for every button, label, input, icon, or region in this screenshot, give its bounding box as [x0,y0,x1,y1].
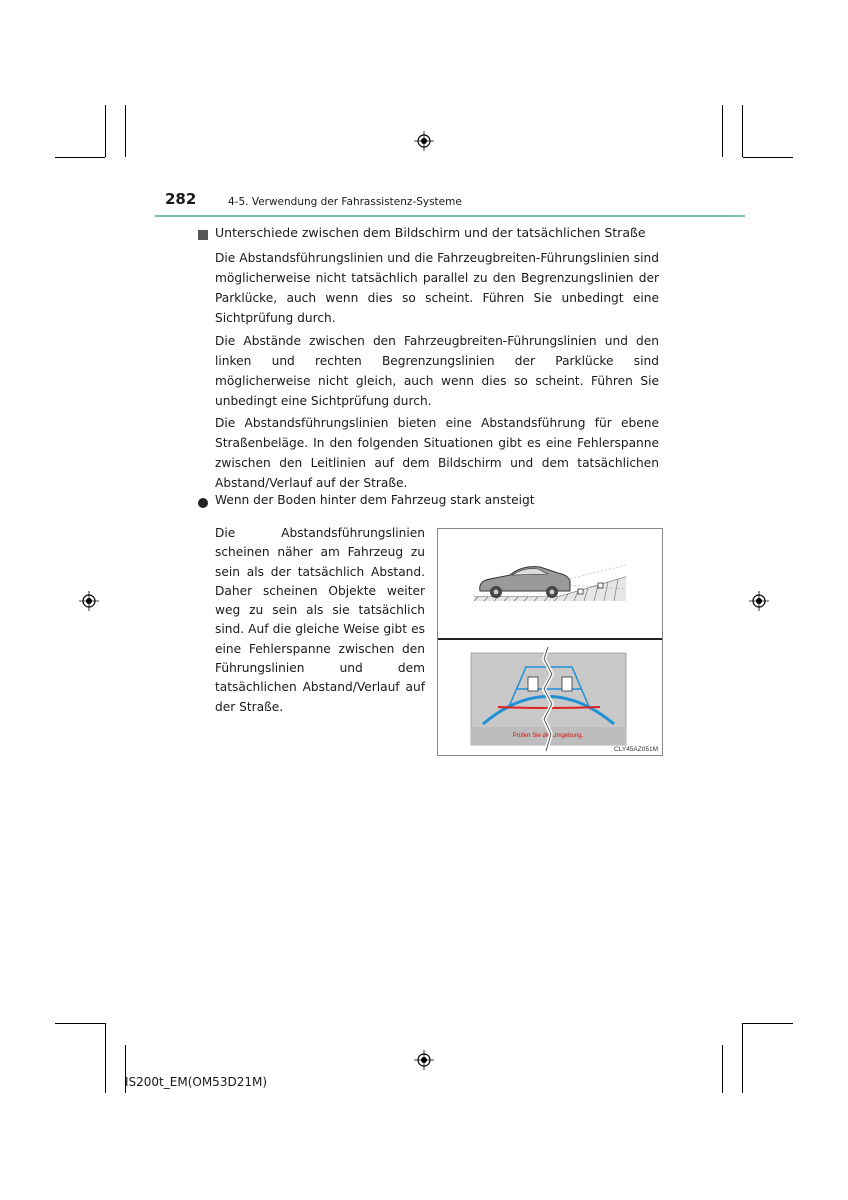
paragraph-2: Die Abstände zwischen den Fahrzeugbreiten-Führungslinien und den linken und rechten Begrenzungslinien der Parklücke sind möglicherweise nicht gleich, auch wenn dies so scheint. Führen Sie unbedingt eine Sichtprüfung durch. [215,334,659,408]
section-square-icon [198,230,208,240]
crop-mark [55,1023,105,1024]
paragraph-1: Die Abstandsführungslinien und die Fahrzeugbreiten-Führungslinien sind möglicherweise nicht tatsächlich parallel zu den Begrenzungslinien der Parklücke, auch wenn dies so scheint. Führen Sie unbedingt eine Sichtprüfung durch. [215,251,659,325]
section-header-title: 4-5. Verwendung der Fahrassistenz-Systeme [228,196,462,208]
crop-mark [742,1023,743,1093]
crop-mark [722,1045,723,1093]
registration-mark-icon [414,1050,434,1070]
screen-caption: Prüfen Sie die Umgebung. [512,733,584,739]
crop-mark [742,105,743,157]
illustration-figure [437,528,663,756]
document-code: IS200t_EM(OM53D21M) [125,1075,267,1089]
section-heading: Unterschiede zwischen dem Bildschirm und der tatsächlichen Straße [215,225,646,240]
crop-mark [743,157,793,158]
side-paragraph: Die Abstandsführungslinien scheinen näher am Fahrzeug zu sein als der tatsächlich Abstand. Daher scheinen Objekte weiter weg zu sein als sie tatsächlich sind. Auf die gleiche Weise gibt es eine Fehlerspanne zwischen den Führungslinien und dem tatsächlichen Abstand/Verlauf auf der Straße. [215,526,425,714]
header-rule [155,215,745,217]
car-slope-scene [474,565,626,601]
crop-mark [722,105,723,157]
bullet-text: Wenn der Boden hinter dem Fahrzeug stark ansteigt [215,493,535,507]
slope-illustration [438,529,662,755]
camera-screen [471,647,626,751]
figure-code: CLY45AZ051M [614,746,658,753]
registration-mark-icon [749,591,769,611]
crop-mark [125,105,126,157]
bullet-icon [198,498,208,508]
crop-mark [105,1023,106,1093]
paragraph-3: Die Abstandsführungslinien bieten eine Abstandsführung für ebene Straßenbeläge. In den folgenden Situationen gibt es eine Fehlerspanne zwischen den Leitlinien auf dem Bildschirm und dem tatsächlichen Abstand/Verlauf auf der Straße. [215,416,659,490]
registration-mark-icon [414,131,434,151]
page-number: 282 [165,190,197,208]
crop-mark [743,1023,793,1024]
crop-mark [55,157,105,158]
crop-mark [105,105,106,157]
registration-mark-icon [79,591,99,611]
